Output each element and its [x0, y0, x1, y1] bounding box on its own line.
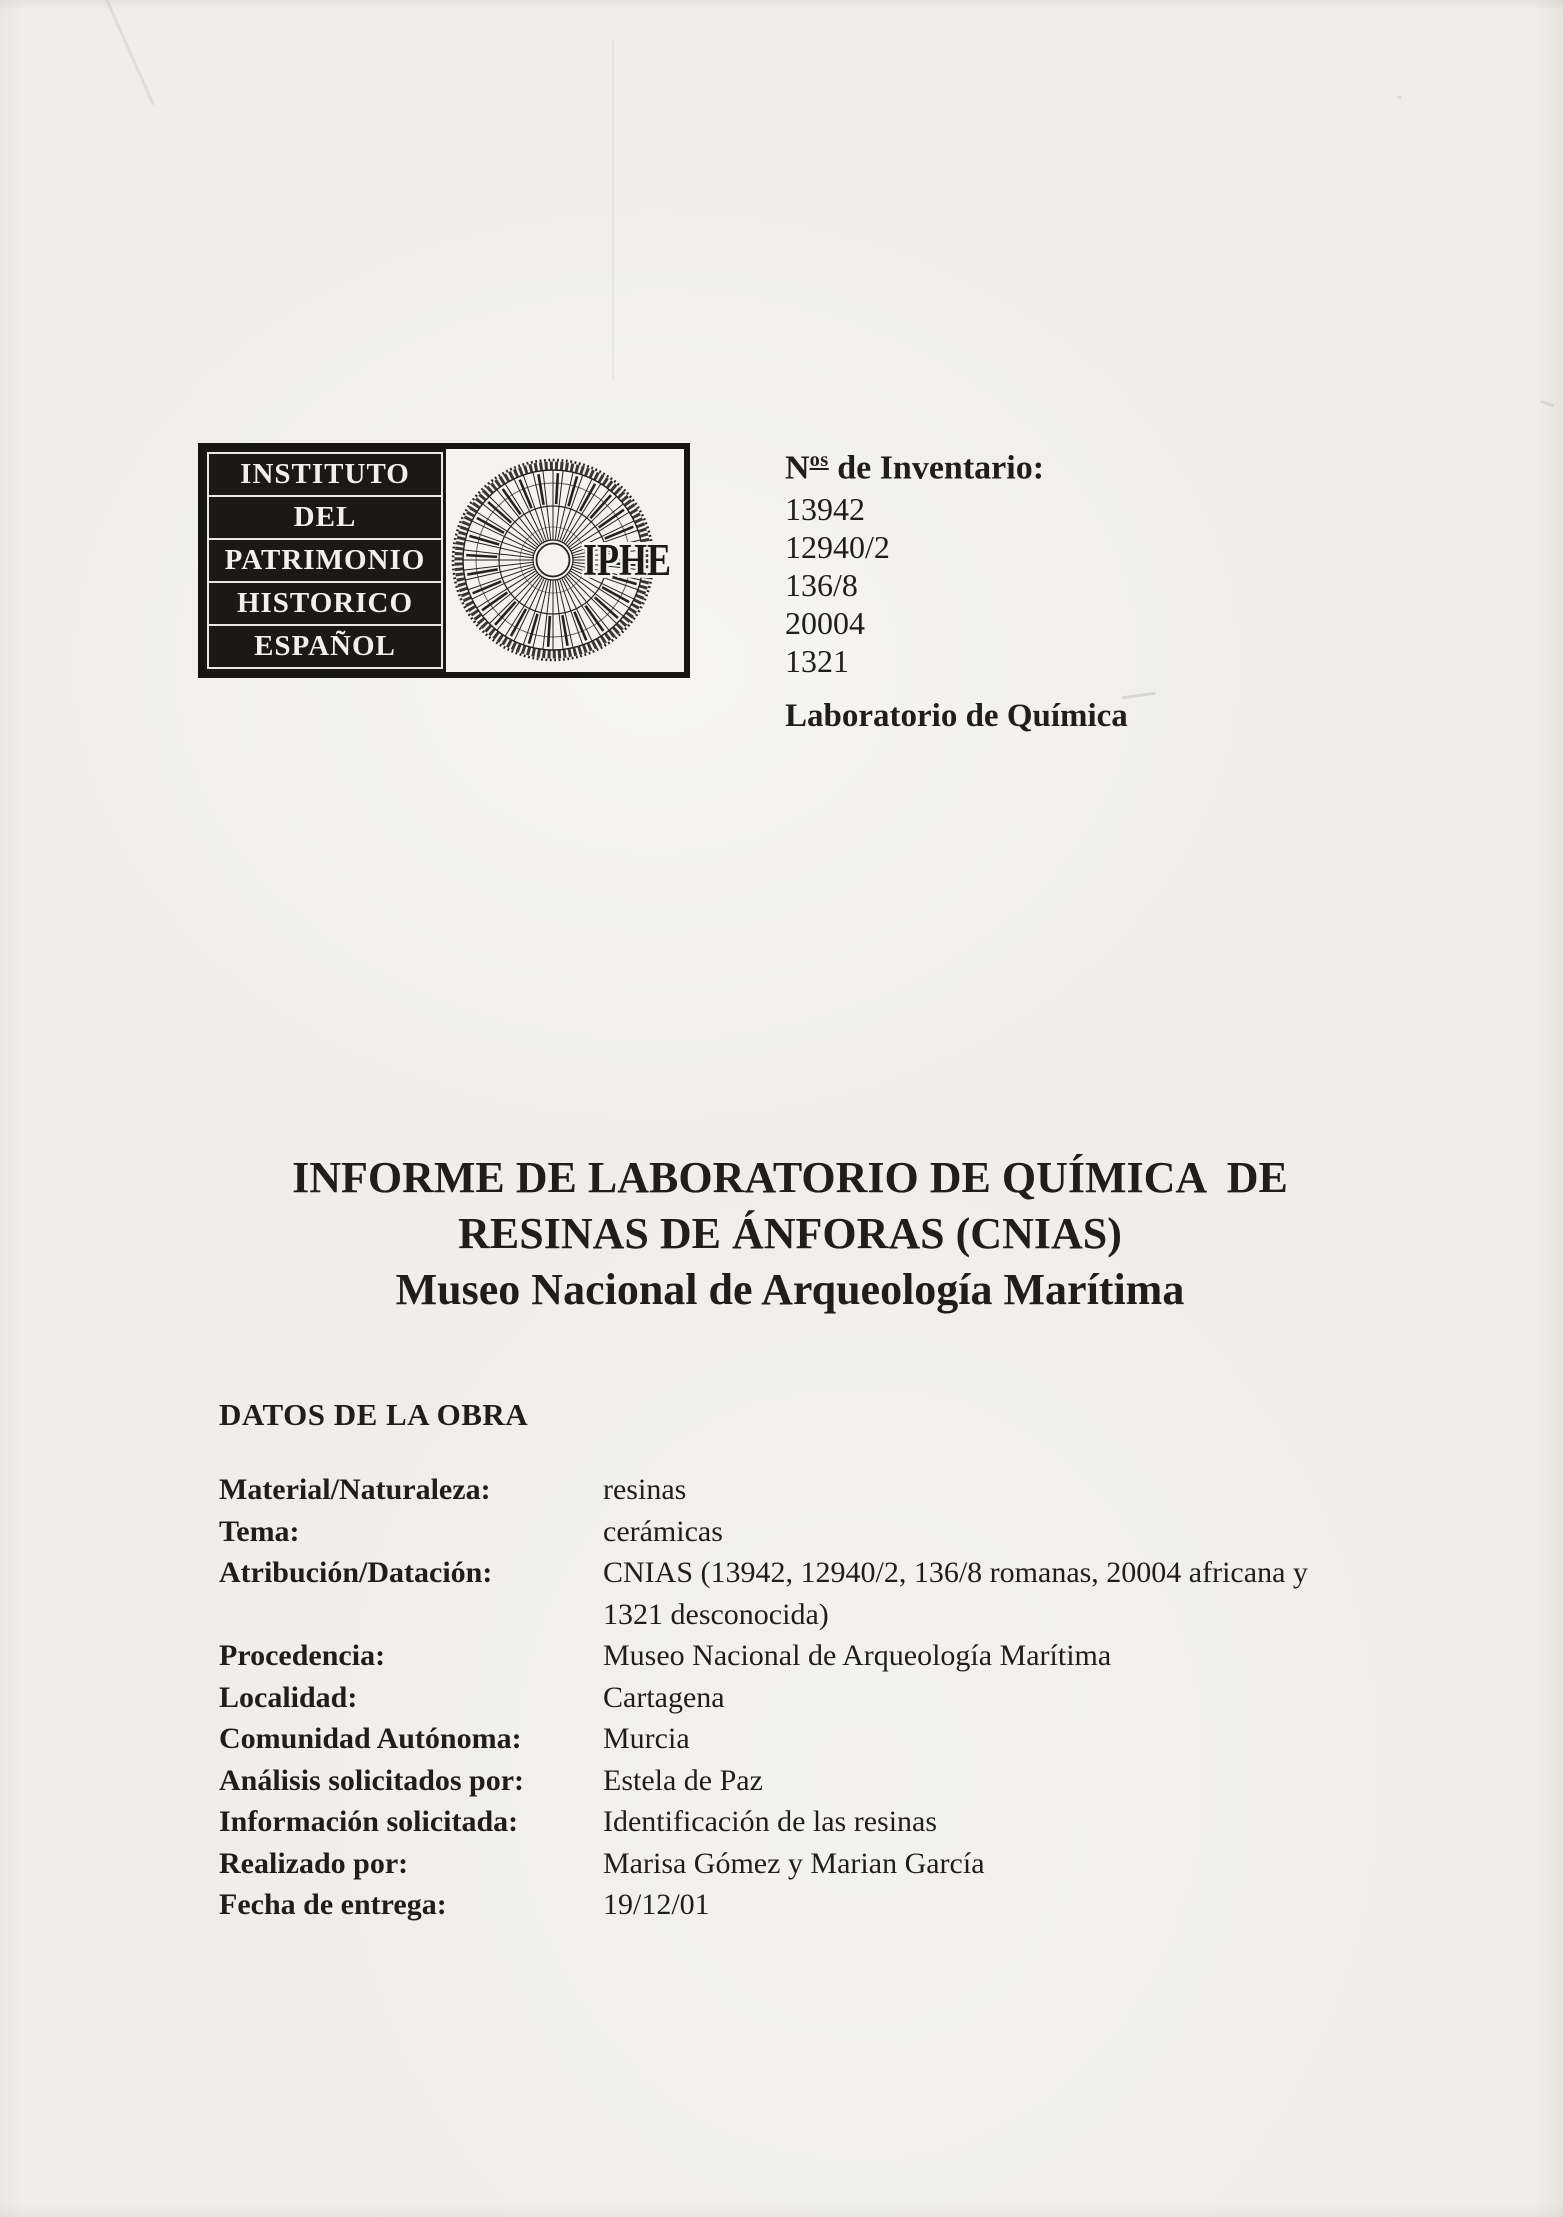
field-value-atribucion-line2: 1321 desconocida) [603, 1597, 829, 1631]
field-label-procedencia: Procedencia: [219, 1639, 386, 1672]
field-label-comunidad: Comunidad Autónoma: [219, 1722, 522, 1755]
field-value-localidad: Cartagena [603, 1680, 725, 1714]
field-value-fecha: 19/12/01 [603, 1888, 710, 1921]
field-value-informacion: Identificación de las resinas [603, 1805, 938, 1838]
field-value-atribucion-line1: CNIAS (13942, 12940/2, 136/8 romanas, 20004 africana y [603, 1556, 1308, 1589]
scan-speck [1540, 400, 1554, 408]
institute-name-line: PATRIMONIO [209, 540, 441, 583]
institute-name-line: INSTITUTO [209, 454, 441, 497]
scan-speck [1397, 96, 1402, 99]
report-title-line3: Museo Nacional de Arqueología Marítima [395, 1265, 1185, 1314]
field-value-material: resinas [603, 1473, 687, 1506]
rose-window-icon [446, 449, 684, 672]
section-heading-datos-de-la-obra: DATOS DE LA OBRA [219, 1397, 529, 1432]
rosette-panel [446, 449, 684, 672]
inventory-numbers [785, 490, 1044, 680]
laboratory-name: Laboratorio de Química [785, 698, 1128, 734]
institute-name-line: DEL [209, 497, 441, 540]
institute-name-panel [204, 449, 446, 672]
field-value-analisis: Estela de Paz [603, 1763, 763, 1797]
report-title-line1: INFORME DE LABORATORIO DE QUÍMICA DE [292, 1153, 1288, 1202]
field-label-realizado: Realizado por: [219, 1846, 409, 1880]
rosette-center-hole [537, 544, 570, 577]
field-value-tema: cerámicas [603, 1514, 723, 1548]
iphe-logo-box [198, 443, 690, 678]
inventory-block [785, 440, 1044, 680]
paper-crease [104, 0, 155, 106]
field-label-atribucion: Atribución/Datación: [219, 1556, 493, 1589]
field-value-procedencia: Museo Nacional de Arqueología Marítima [603, 1639, 1112, 1672]
inventory-number: 12940/2 [785, 529, 890, 566]
field-label-localidad: Localidad: [219, 1680, 358, 1714]
inventory-heading: $N^{os}$ de Inventario: [785, 449, 1045, 487]
inventory-number: 1321 [785, 643, 849, 680]
inventory-number: 20004 [785, 605, 865, 642]
institute-name-line: HISTORICO [209, 583, 441, 626]
institute-name-line: ESPAÑOL [254, 630, 396, 662]
iphe-acronym-text: IPHE [583, 535, 671, 585]
report-title [160, 1150, 1420, 1318]
field-value-realizado: Marisa Gómez y Marian García [603, 1846, 985, 1880]
field-value-comunidad: Murcia [603, 1722, 690, 1755]
field-value-atribucion [603, 1552, 1379, 1635]
field-label-material: Material/Naturaleza: [219, 1473, 491, 1506]
report-title-line2: RESINAS DE ÁNFORAS (CNIAS) [458, 1209, 1122, 1258]
field-label-analisis: Análisis solicitados por: [219, 1763, 525, 1797]
inventory-number: 136/8 [785, 567, 858, 604]
field-label-fecha: Fecha de entrega: [219, 1888, 447, 1921]
inventory-number: 13942 [785, 491, 865, 528]
work-data-fields [219, 1469, 1379, 1926]
field-label-tema: Tema: [219, 1514, 300, 1548]
field-label-informacion: Información solicitada: [219, 1805, 519, 1838]
paper-crease-vertical [612, 40, 614, 380]
